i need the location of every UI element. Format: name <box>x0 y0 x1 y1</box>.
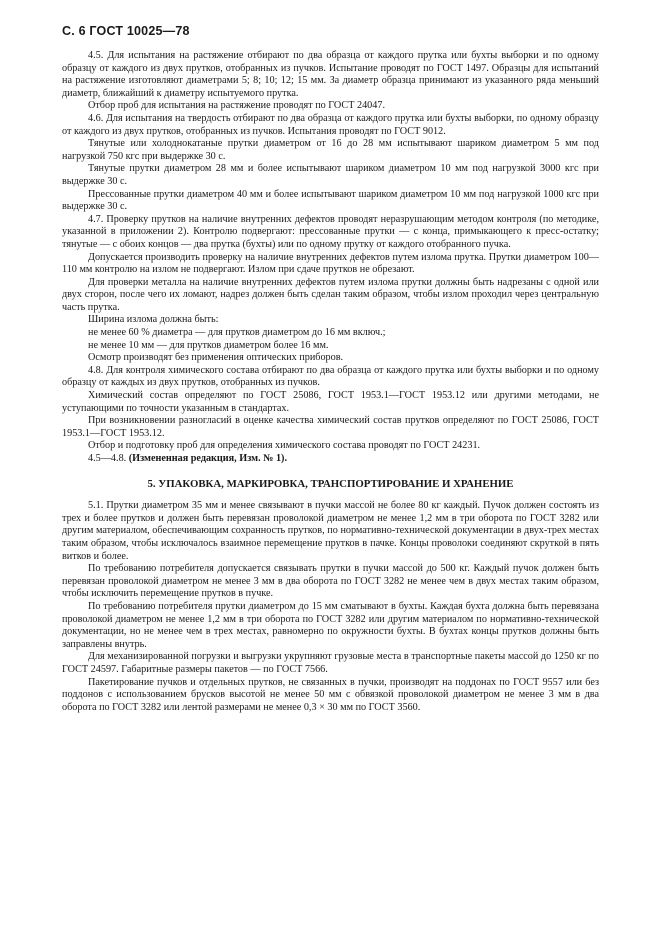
paragraph: Для механизированной погрузки и выгрузки укрупняют грузовые места в транспортные пакеты массой до 1250 кг по ГОСТ 24597. Габаритные размеры пакетов — по ГОСТ 7566. <box>62 651 599 675</box>
paragraph: Отбор и подготовку проб для определения химического состава проводят по ГОСТ 24231. <box>88 440 481 452</box>
paragraph: Прессованные прутки диаметром 40 мм и более испытывают шариком диаметром 10 мм под нагрузкой 1000 кгс при выдержке 30 с. <box>62 188 599 213</box>
document-body <box>62 50 599 714</box>
list-item: не менее 60 % диаметра — для прутков диаметром до 16 мм включ.; <box>88 327 386 339</box>
paragraph: Тянутые или холоднокатаные прутки диаметром от 16 до 28 мм испытывают шариком диаметром 5 мм под нагрузкой 750 кгс при выдержке 30 с. <box>62 138 599 162</box>
paragraph: Допускается производить проверку на наличие внутренних дефектов путем излома прутка. Прутки диаметром 100—110 мм контролю на излом не подвергают. Излом при сдаче прутков не обрезают. <box>62 251 599 276</box>
paragraph: Отбор проб для испытания на растяжение проводят по ГОСТ 24047. <box>88 100 385 112</box>
paragraph: Химический состав определяют по ГОСТ 25086, ГОСТ 1953.1—ГОСТ 1953.12 или другими методами, не уступающими по точности указанным в стандартах. <box>62 390 599 414</box>
list-item: не менее 10 мм — для прутков диаметром более 16 мм. <box>88 339 329 351</box>
amendment-bold: (Измененная редакция, Изм. № 1). <box>128 453 287 464</box>
paragraph: Тянутые прутки диаметром 28 мм и более испытывают шариком диаметром 10 мм под нагрузкой 3000 кгс при выдержке 30 с. <box>62 163 599 187</box>
paragraph: По требованию потребителя прутки диаметром до 15 мм сматывают в бухты. Каждая бухта должна быть перевязана проволокой диаметром не менее 1,2 мм в три оборота по ГОСТ 3282 или другим материалом по нормативно-технической документации, но не менее чем в трех местах, равномерно по окружности бухты. В бухтах концы прутков должны быть заправлены внутрь. <box>62 600 599 650</box>
amendment-prefix: 4.5—4.8. <box>88 453 129 464</box>
paragraph: По требованию потребителя допускается связывать прутки в пучки массой до 500 кг. Каждый пучок должен быть перевязан проволокой диаметром не менее 3 мм в два оборота по ГОСТ 3282 не менее чем в двух местах таким образом, чтобы исключить перемещение прутков в пучке. <box>62 563 599 600</box>
paragraph: 4.6. Для испытания на твердость отбирают по два образца от каждого прутка или бухты выборки, по одному образцу от каждого из двух прутков, отобранных из пучков. Испытания проводят по ГОСТ 9012. <box>62 112 599 137</box>
amendment-note <box>62 453 599 466</box>
paragraph: Пакетирование пучков и отдельных прутков, не связанных в пучки, производят на поддонах по ГОСТ 9557 или без поддонов с использованием брусков высотой не менее 50 мм с обвязкой проволокой диаметром не менее 3 мм в два оборота по ГОСТ 3282 или лентой размерами не менее 0,3 × 30 мм по ГОСТ 3560. <box>62 676 599 713</box>
page-header: С. 6 ГОСТ 10025—78 <box>62 24 190 38</box>
section-title: 5. УПАКОВКА, МАРКИРОВКА, ТРАНСПОРТИРОВАНИЕ И ХРАНЕНИЕ <box>147 477 514 490</box>
paragraph: Осмотр производят без применения оптических приборов. <box>88 352 344 364</box>
paragraph: 5.1. Прутки диаметром 35 мм и менее связывают в пучки массой не более 80 кг каждый. Пучок должен состоять из трех и более прутков и должен быть перевязан проволокой диаметром не менее 1,2 мм в три оборота по ГОСТ 3282 или другим материалом, обеспечивающим сохранность прутков, по нормативно-технической документации в двух-трех местах таким образом, чтобы исключалось взаимное перемещение прутков в пачке. Концы проволоки соединяют скруткой в пять витков и более. <box>62 500 599 562</box>
paragraph: 4.7. Проверку прутков на наличие внутренних дефектов проводят неразрушающим методом контроля (по методике, указанной в приложении 2). Контролю подвергают: прессованные прутки — с конца, примыкающего к пресс-остатку; тянутые — с обоих концов — два прутка (бухты) или по одному прутку от каждого отобранного пучка. <box>62 213 599 250</box>
paragraph: Ширина излома должна быть: <box>88 314 219 326</box>
paragraph: 4.8. Для контроля химического состава отбирают по два образца от каждого прутка или бухты выборки и по одному образцу от каждых из двух прутков, отобранных из пучков. <box>62 364 599 389</box>
paragraph: Для проверки металла на наличие внутренних дефектов путем излома прутки должны быть надрезаны с одной или двух сторон, после чего их ломают, надрез должен быть сделан таким образом, чтобы излом проходил через центральную часть прутка. <box>62 276 599 313</box>
paragraph: 4.5. Для испытания на растяжение отбирают по два образца от каждого прутка или бухты выборки и по одному образцу от каждого из двух прутков, отобранных из пучков. Испытание проводят по ГОСТ 1497. Образцы для испытаний на растяжение изготовляют диаметрами 5; 8; 10; 12; 15 мм. За диаметр образца принимают из указанного ряда меньший диаметр, ближайший к диаметру испытуемого прутка. <box>62 50 599 99</box>
paragraph: При возникновении разногласий в оценке качества химический состав прутков определяют по ГОСТ 25086, ГОСТ 1953.1—ГОСТ 1953.12. <box>62 415 599 439</box>
